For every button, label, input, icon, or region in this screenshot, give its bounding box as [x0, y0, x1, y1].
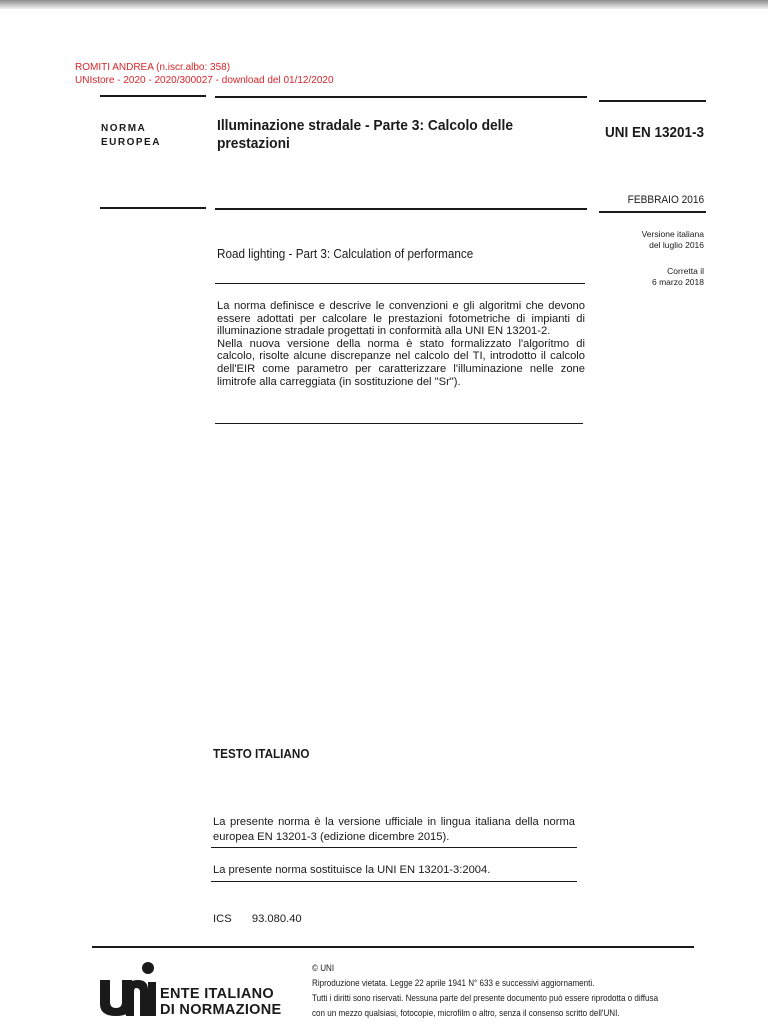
version-line1: Versione italiana	[641, 229, 704, 239]
header-rule-right-bottom	[599, 211, 706, 213]
ics-code: 93.080.40	[251, 913, 302, 925]
official-version-note: La presente norma è la versione ufficiale in lingua italiana della norma europea EN 13201-3 (edizione dicembre 2015).	[213, 816, 575, 843]
abstract-paragraph-1: La norma definisce e descrive le convenzioni e gli algoritmi che devono essere adottati per calcolare le prestazioni fotometriche di impianti di illuminazione stradale progettati in conformità alla UNI EN 13201-2.	[217, 300, 585, 338]
publication-date: FEBBRAIO 2016	[627, 194, 704, 206]
header-rule-center-top	[215, 96, 587, 98]
footer-rule	[92, 946, 694, 948]
copyright-line: © UNI	[312, 963, 335, 974]
header-rule-left-top	[100, 95, 206, 97]
watermark-licensee: ROMITI ANDREA (n.iscr.albo: 358)	[75, 62, 231, 73]
version-note	[642, 229, 704, 251]
replaces-note-rule	[211, 881, 577, 882]
correction-line1: Corretta il	[667, 266, 704, 276]
standard-code: UNI EN 13201-3	[604, 124, 704, 141]
title-line1: Illuminazione stradale - Parte 3: Calcolo delle	[217, 117, 514, 134]
org-line2: DI NORMAZIONE	[160, 1002, 282, 1018]
title-line2: prestazioni	[217, 135, 290, 152]
uni-logo	[98, 960, 158, 1018]
legal-line2: Tutti i diritti sono riservati. Nessuna parte del presente documento può essere riprodotta o diffusa	[312, 993, 659, 1004]
header-rule-right-top	[599, 100, 706, 102]
norma-label-line1: NORMA	[101, 123, 147, 134]
replaces-note: La presente norma sostituisce la UNI EN 13201-3:2004.	[213, 864, 491, 876]
correction-line2: 6 marzo 2018	[652, 277, 704, 287]
uni-logo-mark	[98, 960, 158, 1018]
legal-line1: Riproduzione vietata. Legge 22 aprile 1941 N° 633 e successivi aggiornamenti.	[312, 978, 595, 989]
organization-name	[160, 986, 282, 1018]
ics-label: ICS	[213, 913, 232, 925]
english-title-rule	[215, 283, 585, 284]
abstract-rule	[215, 423, 583, 424]
abstract-paragraph-2: Nella nuova versione della norma è stato formalizzato l'algoritmo di calcolo, risolte alcune discrepanze nel calcolo del TI, introdotto il calcolo dell'EIR come parametro per caratterizzare l'illuminazione nelle zone limitrofe alla carreggiata (in sostituzione del "Sr").	[217, 337, 585, 388]
ics-classification	[213, 913, 302, 925]
english-title: Road lighting - Part 3: Calculation of performance	[217, 246, 474, 261]
scan-top-edge	[0, 0, 768, 9]
watermark-download: UNIstore - 2020 - 2020/300027 - download del 01/12/2020	[75, 75, 334, 86]
norma-label-line2: EUROPEA	[101, 137, 161, 148]
official-note-rule	[211, 847, 577, 848]
org-line1: ENTE ITALIANO	[160, 986, 274, 1002]
norma-europea-label	[101, 122, 161, 150]
header-rule-left-bottom	[100, 207, 206, 209]
correction-note	[652, 266, 704, 288]
abstract	[217, 300, 585, 388]
document-title	[217, 117, 567, 153]
legal-notice	[312, 961, 658, 1021]
header-rule-center-bottom	[215, 208, 587, 210]
testo-italiano-heading: TESTO ITALIANO	[213, 746, 310, 761]
version-line2: del luglio 2016	[649, 240, 704, 250]
legal-line3: con un mezzo qualsiasi, fotocopie, microfilm o altro, senza il consenso scritto dell'UNI.	[312, 1008, 620, 1019]
